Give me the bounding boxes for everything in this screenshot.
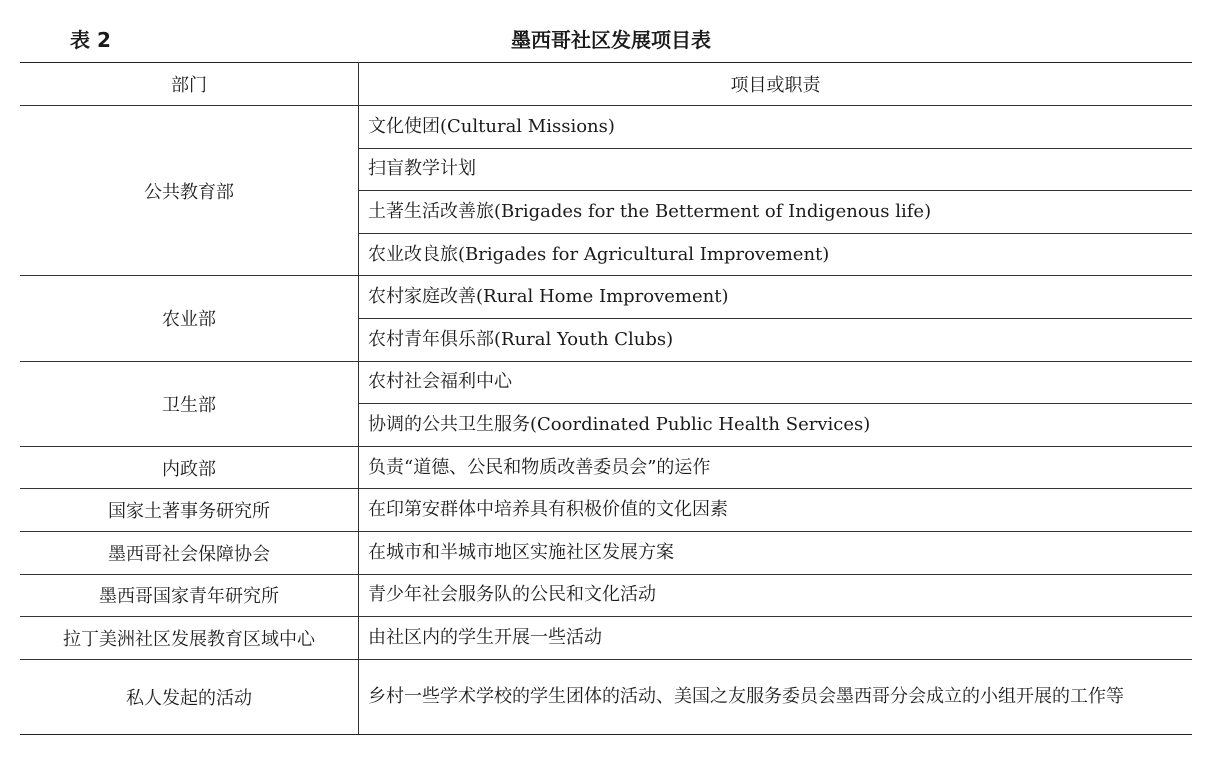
duty-cell: 负责“道德、公民和物质改善委员会”的运作	[359, 446, 1193, 489]
header-department: 部门	[20, 63, 359, 106]
table-title: 墨西哥社区发展项目表	[511, 28, 711, 52]
table-row	[20, 446, 1192, 489]
duty-cell: 土著生活改善旅(Brigades for the Betterment of Indigenous life)	[359, 191, 1193, 234]
duty-cell: 农村社会福利中心	[359, 361, 1193, 404]
duty-cell: 扫盲教学计划	[359, 148, 1193, 191]
department-cell: 拉丁美洲社区发展教育区域中心	[20, 617, 359, 660]
table-row	[20, 106, 1192, 149]
department-cell: 卫生部	[20, 361, 359, 446]
table-row	[20, 489, 1192, 532]
duty-cell: 乡村一些学术学校的学生团体的活动、美国之友服务委员会墨西哥分会成立的小组开展的工作等	[359, 659, 1193, 734]
table-row	[20, 531, 1192, 574]
department-cell: 公共教育部	[20, 106, 359, 276]
duty-cell: 青少年社会服务队的公民和文化活动	[359, 574, 1193, 617]
duty-cell: 农村家庭改善(Rural Home Improvement)	[359, 276, 1193, 319]
department-cell: 国家土著事务研究所	[20, 489, 359, 532]
table-caption	[0, 22, 1222, 54]
duty-cell: 农业改良旅(Brigades for Agricultural Improvement)	[359, 233, 1193, 276]
duty-cell: 农村青年俱乐部(Rural Youth Clubs)	[359, 318, 1193, 361]
duty-cell: 在印第安群体中培养具有积极价值的文化因素	[359, 489, 1193, 532]
duty-cell: 文化使团(Cultural Missions)	[359, 106, 1193, 149]
header-duty: 项目或职责	[359, 63, 1193, 106]
table-row	[20, 361, 1192, 404]
department-cell: 墨西哥国家青年研究所	[20, 574, 359, 617]
department-cell: 墨西哥社会保障协会	[20, 531, 359, 574]
duty-cell: 由社区内的学生开展一些活动	[359, 617, 1193, 660]
department-cell: 农业部	[20, 276, 359, 361]
table-row	[20, 659, 1192, 734]
table-row	[20, 617, 1192, 660]
header-row	[20, 63, 1192, 106]
table-number: 表 2	[70, 28, 111, 52]
table-row	[20, 276, 1192, 319]
project-table	[20, 62, 1192, 735]
department-cell: 私人发起的活动	[20, 659, 359, 734]
table-row	[20, 574, 1192, 617]
department-cell: 内政部	[20, 446, 359, 489]
duty-cell: 协调的公共卫生服务(Coordinated Public Health Services)	[359, 404, 1193, 447]
duty-cell: 在城市和半城市地区实施社区发展方案	[359, 531, 1193, 574]
